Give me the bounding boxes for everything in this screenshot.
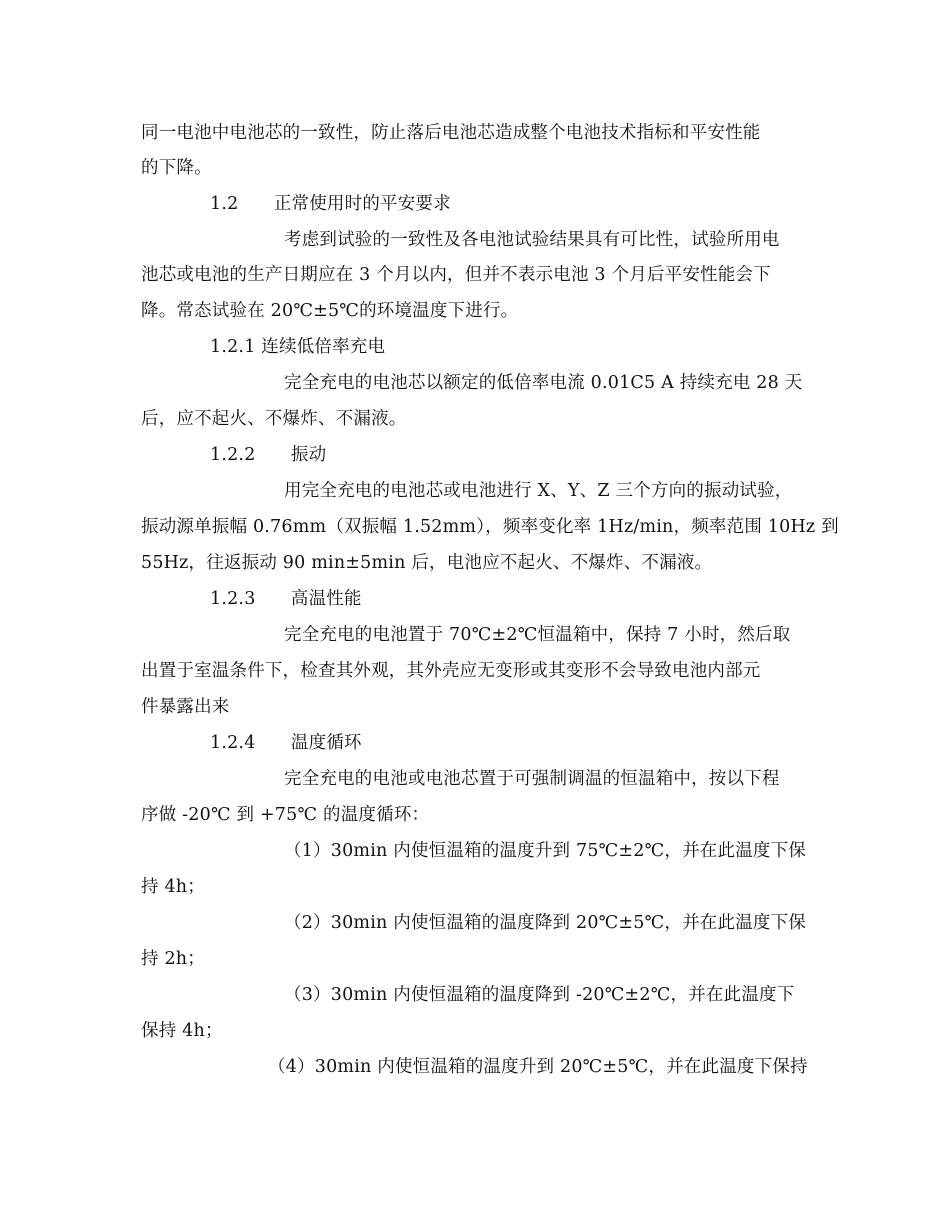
body-text-line: 降。常态试验在 20℃±5℃的环境温度下进行。 bbox=[141, 301, 519, 321]
body-text-line: 出置于室温条件下，检查其外观，其外壳应无变形或其变形不会导致电池内部元 bbox=[141, 661, 761, 681]
body-text-line: 完全充电的电池置于 70℃±2℃恒温箱中，保持 7 小时，然后取 bbox=[284, 625, 791, 645]
body-text-line: 振动源单振幅 0.76mm（双振幅 1.52mm），频率变化率 1Hz/min，频率范围 10Hz 到 bbox=[141, 517, 839, 537]
body-text-line: 件暴露出来 bbox=[141, 697, 230, 717]
list-item-line: （2）30min 内使恒温箱的温度降到 20℃±5℃，并在此温度下保 bbox=[284, 913, 807, 933]
body-text-line: 完全充电的电池芯以额定的低倍率电流 0.01C5 A 持续充电 28 天 bbox=[284, 373, 803, 393]
list-item-line: 保持 4h； bbox=[141, 1021, 223, 1041]
body-text-line: 的下降。 bbox=[141, 158, 212, 178]
body-text-line: 池芯或电池的生产日期应在 3 个月以内，但并不表示电池 3 个月后平安性能会下 bbox=[141, 265, 771, 285]
list-item-line: 持 2h； bbox=[141, 949, 205, 969]
body-text-line: 序做 -20℃ 到 +75℃ 的温度循环： bbox=[141, 805, 430, 825]
section-heading: 1.2.3 高温性能 bbox=[210, 589, 362, 609]
list-item-line: （4）30min 内使恒温箱的温度升到 20℃±5℃，并在此温度下保持 bbox=[268, 1057, 808, 1077]
section-heading: 1.2.1 连续低倍率充电 bbox=[210, 337, 386, 357]
body-text-line: 同一电池中电池芯的一致性，防止落后电池芯造成整个电池技术指标和平安性能 bbox=[141, 123, 761, 143]
section-heading: 1.2 正常使用时的平安要求 bbox=[210, 194, 451, 214]
body-text-line: 55Hz，往返振动 90 min±5min 后，电池应不起火、不爆炸、不漏液。 bbox=[141, 553, 713, 573]
section-heading: 1.2.2 振动 bbox=[210, 445, 327, 465]
body-text-line: 考虑到试验的一致性及各电池试验结果具有可比性，试验所用电 bbox=[284, 230, 780, 250]
body-text-line: 后，应不起火、不爆炸、不漏液。 bbox=[141, 409, 407, 429]
section-heading: 1.2.4 温度循环 bbox=[210, 733, 362, 753]
list-item-line: （3）30min 内使恒温箱的温度降到 -20℃±2℃，并在此温度下 bbox=[284, 985, 795, 1005]
body-text-line: 用完全充电的电池芯或电池进行 X、Y、Z 三个方向的振动试验， bbox=[284, 481, 793, 501]
body-text-line: 完全充电的电池或电池芯置于可强制调温的恒温箱中，按以下程 bbox=[284, 769, 780, 789]
list-item-line: （1）30min 内使恒温箱的温度升到 75℃±2℃，并在此温度下保 bbox=[284, 841, 807, 861]
list-item-line: 持 4h； bbox=[141, 877, 205, 897]
